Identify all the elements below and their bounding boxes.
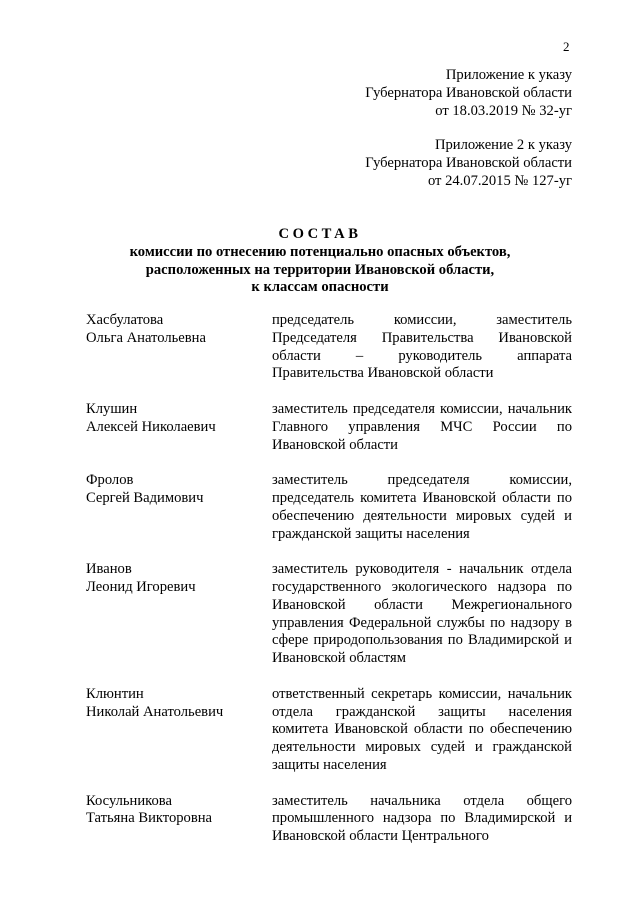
member-role: ответственный секретарь комиссии, начальник отдела гражданской защиты населения комитета Ивановской области по обеспечению деятельности мировых судей и гражданской защиты населения (272, 685, 572, 773)
member-given-names: Сергей Вадимович (86, 489, 204, 506)
appendix-note-line: Приложение 2 к указу (434, 137, 572, 153)
member-surname: Косульникова (86, 792, 172, 809)
member-role: заместитель председателя комиссии, начальник Главного управления МЧС России по Ивановской области (272, 400, 572, 453)
commission-members-list (86, 312, 572, 864)
document-subtitle-line: расположенных на территории Ивановской области, (145, 261, 495, 278)
appendix-note-line: Приложение к указу (445, 67, 572, 83)
appendix-note-current (365, 67, 572, 120)
member-name (86, 561, 272, 668)
appendix-note-original (365, 137, 572, 190)
member-name (86, 401, 272, 454)
appendix-note-line: от 18.03.2019 № 32-уг (435, 102, 572, 119)
member-entry (86, 793, 572, 846)
member-given-names: Николай Анатольевич (86, 703, 224, 720)
member-entry (86, 401, 572, 454)
document-subtitle-line: комиссии по отнесению потенциально опасных объектов, (129, 243, 511, 260)
member-role: заместитель руководителя - начальник отдела государственного экологического надзора по Ивановской области Межрегионального управления Федеральной службы по надзору в сфере природопользования по Владимирской и Ивановской областям (272, 561, 572, 667)
document-subtitle-line: к классам опасности (251, 279, 389, 296)
member-surname: Клюнтин (86, 685, 144, 702)
member-surname: Иванов (86, 561, 132, 578)
member-surname: Клушин (86, 400, 138, 417)
member-given-names: Алексей Николаевич (86, 418, 216, 435)
page-number: 2 (563, 39, 570, 54)
document-heading (0, 226, 640, 297)
member-surname: Фролов (86, 472, 134, 489)
member-name (86, 472, 272, 543)
member-entry (86, 686, 572, 775)
member-name (86, 686, 272, 775)
document-title: СОСТАВ (278, 226, 362, 242)
member-entry (86, 561, 572, 668)
appendix-note-line: Губернатора Ивановской области (365, 154, 572, 171)
appendix-note-line: Губернатора Ивановской области (365, 84, 572, 101)
member-given-names: Татьяна Викторовна (86, 810, 213, 827)
member-role: председатель комиссии, заместитель Председателя Правительства Ивановской области – руководитель аппарата Правительства Ивановской области (272, 312, 572, 382)
member-surname: Хасбулатова (86, 312, 164, 328)
member-entry (86, 472, 572, 543)
member-entry (86, 312, 572, 383)
member-given-names: Ольга Анатольевна (86, 329, 206, 346)
member-name (86, 793, 272, 846)
member-role: заместитель председателя комиссии, председатель комитета Ивановской области по обеспечению деятельности мировых судей и гражданской защиты населения (272, 472, 572, 542)
appendix-note-line: от 24.07.2015 № 127-уг (427, 172, 572, 189)
member-name (86, 312, 272, 383)
member-role: заместитель начальника отдела общего промышленного надзора по Владимирской и Ивановской области Центрального (272, 792, 572, 845)
member-given-names: Леонид Игоревич (86, 578, 196, 595)
